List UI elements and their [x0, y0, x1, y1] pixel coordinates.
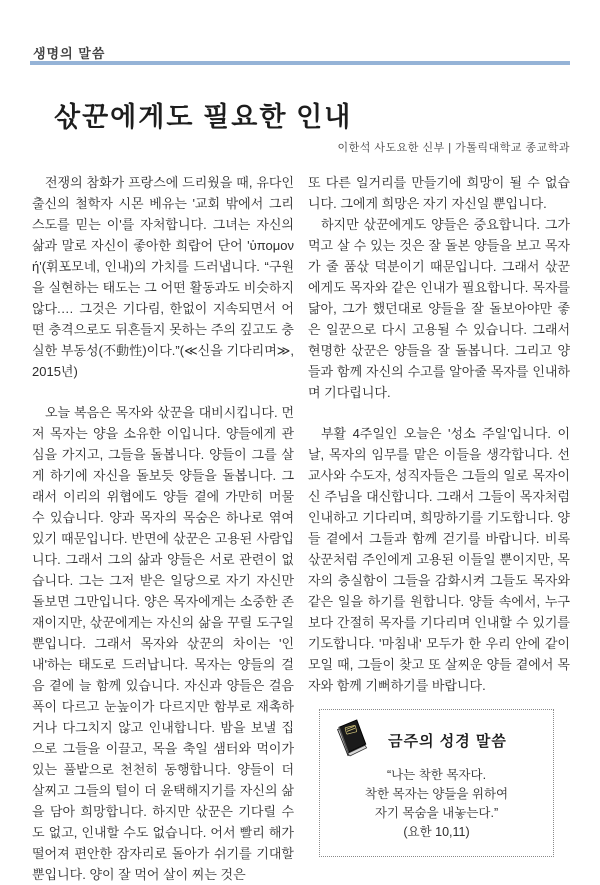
paragraph: 또 다른 일거리를 만들기에 희망이 될 수 없습니다. 그에게 희망은 자기 자신일 뿐입니다. — [308, 175, 570, 211]
right-column — [308, 172, 570, 885]
article-body — [32, 172, 570, 885]
left-column — [32, 172, 294, 885]
paragraph: 오늘 복음은 목자와 삯꾼을 대비시킵니다. 먼저 목자는 양을 소유한 이입니다. 양들에게 관심을 가지고, 그들을 돌봅니다. 양들이 그를 살게 하기에 자신을 돌보듯 양들을 돌봅니다. 그래서 이리의 위협에도 양들 곁에 가만히 머물 수 있습니다. 양과 목자의 목숨은 하나로 엮여 있기 때문입니다. 반면에 삯꾼은 고용된 사람입니다. 그래서 그의 삶과 양들은 서로 관련이 없습니다. 그는 그저 받은 일당으로 자기 자신만 돌보면 그만입니다. 양은 목자에게는 소중한 존재이지만, 삯꾼에게는 자신의 삶을 꾸릴 도구일 뿐입니다. 그래서 목자와 삯꾼의 차이는 '인내'하는 태도로 드러납니다. 목자는 양들의 걸음 곁에 늘 함께 있습니다. 자신과 양들은 걸음 폭이 다르고 눈높이가 다르지만 함부로 재촉하거나 다그치지 않고 인내합니다. 밤을 보낼 집으로 그들을 이끌고, 목을 축일 샘터와 먹이가 있는 풀밭으로 천천히 동행합니다. 양들이 더 살찌고 그들의 털이 더 윤택해지기를 자신의 삶을 담아 희망합니다. 하지만 삯꾼은 기다릴 수도 없고, 인내할 수도 없습니다. 어서 빨리 해가 떨어져 편안한 잠자리로 돌아가 쉬기를 기대할 뿐입니다. 양이 잘 먹어 살이 찌는 것은 — [32, 405, 294, 882]
verse-text — [330, 766, 543, 842]
verse-line: 착한 목자는 양들을 위하여 — [364, 787, 509, 801]
verse-box-title: 금주의 성경 말씀 — [388, 732, 507, 750]
section-label: 생명의 말씀 — [33, 46, 106, 61]
paragraph: 부활 4주일인 오늘은 '성소 주일'입니다. 이날, 목자의 임무를 맡은 이들을 생각합니다. 선교사와 수도자, 성직자들은 그들의 일로 목자이신 주님을 대신합니다. 그래서 그들이 목자처럼 인내하고 기다리며, 희망하기를 기도합니다. 양들 곁에서 그들과 함께 걷기를 바랍니다. 비록 삯꾼처럼 주인에게 고용된 이들일 뿐이지만, 목자의 충실함이 그들을 감화시켜 그들도 목자와 같은 일을 하기를 원합니다. 양들 속에서, 누구보다 간절히 목자를 기다리며 인내할 수 있기를 기도합니다. '마침내' 모두가 한 우리 안에 같이 모일 때, 그들이 찾고 또 살찌운 양들 곁에서 목자와 함께 기뻐하기를 바랍니다. — [308, 426, 570, 693]
verse-line: 자기 목숨을 내놓는다.” — [374, 806, 499, 820]
weekly-verse-box — [319, 709, 554, 857]
accent-rule — [30, 61, 570, 65]
paragraph: 하지만 삯꾼에게도 양들은 중요합니다. 그가 먹고 살 수 있는 것은 잘 돌본 양들을 보고 목자가 줄 품삯 덕분이기 때문입니다. 그래서 삯꾼에게도 목자와 같은 인내가 필요합니다. 목자를 닮아, 그가 했던대로 양들을 잘 돌보아야만 좋은 일꾼으로 다시 고용될 수 있습니다. 그래서 현명한 삯꾼은 양들을 잘 돌봅니다. 그리고 양들과 함께 자신의 수고를 알아줄 목자를 인내하며 기다립니다. — [308, 217, 570, 400]
verse-line: (요한 10,11) — [403, 825, 470, 839]
bible-book-icon — [332, 719, 370, 761]
verse-line: “나는 착한 목자다. — [386, 768, 487, 782]
verse-header — [330, 719, 543, 761]
page-title: 삯꾼에게도 필요한 인내 — [54, 102, 353, 132]
byline: 이한석 사도요한 신부 | 가톨릭대학교 종교학과 — [337, 142, 570, 154]
paragraph: 전쟁의 참화가 프랑스에 드리웠을 때, 유다인 출신의 철학자 시몬 베유는 '교회 밖에서 그리스도를 믿는 이'를 자처합니다. 그녀는 자신의 삶과 말로 자신이 좋아한 희랍어 단어 'ὑπομονή'(휘포모네, 인내)의 가치를 드러냅니다. “구원을 실현하는 태도는 그 어떤 활동과도 비슷하지 않다.… 그것은 기다림, 한없이 지속되면서 어떤 충격으로도 뒤흔들지 못하는 주의 깊고도 충실한 부동성(不動性)이다.”(≪신을 기다리며≫, 2015년) — [32, 175, 294, 379]
